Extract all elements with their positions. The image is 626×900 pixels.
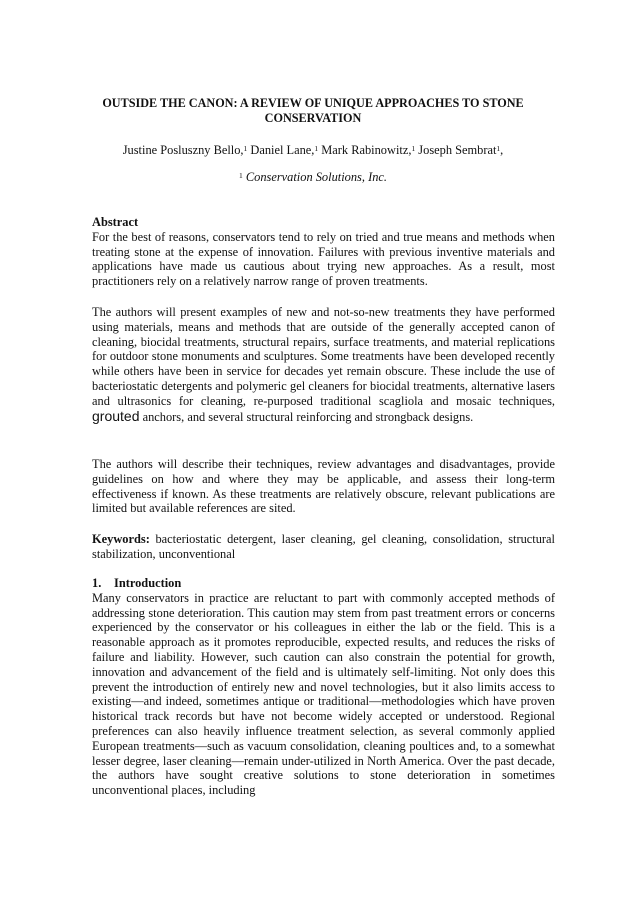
author-affiliation-mark: 1 xyxy=(314,144,319,153)
affiliation xyxy=(40,170,586,185)
author-list-trailing-comma: , xyxy=(500,143,504,157)
author-name: Mark Rabinowitz, xyxy=(321,143,412,157)
author-affiliation-mark: 1 xyxy=(243,144,248,153)
section-number: 1. xyxy=(92,576,102,590)
oversized-word: grouted xyxy=(92,407,140,424)
keywords-text: bacteriostatic detergent, laser cleaning, gel cleaning, consolidation, structural stabilization, unconventional xyxy=(92,532,555,561)
author-name: Daniel Lane, xyxy=(250,143,315,157)
title-line-1: OUTSIDE THE CANON: A REVIEW OF UNIQUE APPROACHES TO STONE xyxy=(102,96,524,110)
abstract-heading: Abstract xyxy=(92,215,139,229)
author-affiliation-mark: 1 xyxy=(496,144,501,153)
introduction-section xyxy=(92,576,555,798)
keywords-label: Keywords: xyxy=(92,532,150,546)
author-list xyxy=(40,143,586,158)
abstract-paragraph-1: For the best of reasons, conservators tend to rely on tried and true means and methods when treating stone at the expense of innovation. Failures with previous inventive materials and applications have made us cautious about trying new approaches. As a result, most practitioners rely on a relatively narrow range of proven treatments. xyxy=(92,229,555,289)
introduction-heading xyxy=(92,576,555,591)
abstract-section xyxy=(92,215,555,289)
affiliation-mark: 1 xyxy=(239,171,243,180)
abstract-paragraph-2-end: anchors, and several structural reinforcing and strongback designs. xyxy=(142,409,474,424)
abstract-paragraph-2-block xyxy=(92,305,555,424)
abstract-paragraph-3-block xyxy=(92,457,555,516)
section-title: Introduction xyxy=(114,576,182,590)
keywords-paragraph xyxy=(92,532,555,562)
abstract-paragraph-3: The authors will describe their techniques, review advantages and disadvantages, provide guidelines on how and where they may be applicable, and assess their long-term effectiveness if known. As these treatments are relatively obscure, relevant publications are limited but available references are sited. xyxy=(92,457,555,516)
keywords-section xyxy=(92,532,555,562)
title-line-2: CONSERVATION xyxy=(264,110,362,125)
introduction-paragraph-1: Many conservators in practice are reluctant to part with commonly accepted methods of addressing stone deterioration. This caution may stem from past treatment errors or concerns experienced by the conservator or his colleagues in either the lab or the field. This is a reasonable approach as it promotes reproducible, expected results, and reduces the risks of failure and liability. However, such caution can also constrain the potential for growth, innovation and advancement of the field and is ultimately self-limiting. Not only does this prevent the introduction of entirely new and novel technologies, but it also limits access to existing—and indeed, sometimes antique or traditional—methodologies which have proven historical track records but have not become widely accepted or understood. Regional preferences can also heavily influence treatment selection, as several commonly applied European treatments—such as vacuum consolidation, cleaning poultices and, to a somewhat lesser degree, laser cleaning—remain under-utilized in North America. Over the past decade, the authors have sought creative solutions to stone deterioration in sometimes unconventional places, including xyxy=(92,590,555,798)
author-name: Joseph Sembrat xyxy=(418,143,497,157)
author-affiliation-mark: 1 xyxy=(411,144,416,153)
paper-title xyxy=(70,96,556,125)
affiliation-name: Conservation Solutions, Inc. xyxy=(245,170,387,184)
abstract-paragraph-2-text: The authors will present examples of new and not-so-new treatments they have performed using materials, means and methods that are outside of the generally accepted canon of cleaning, biocidal treatments, structural repairs, surface treatments, and material replications for outdoor stone monuments and sculptures. Some treatments have been developed recently while others have been in service for decades yet remain obscure. These include the use of bacteriostatic detergents and polymeric gel cleaners for biocidal treatments, alternative lasers and ultrasonics for cleaning, re-purposed traditional scagliola and mosaic techniques, xyxy=(92,305,555,408)
author-name: Justine Posluszny Bello, xyxy=(122,143,244,157)
abstract-paragraph-2 xyxy=(92,305,555,424)
